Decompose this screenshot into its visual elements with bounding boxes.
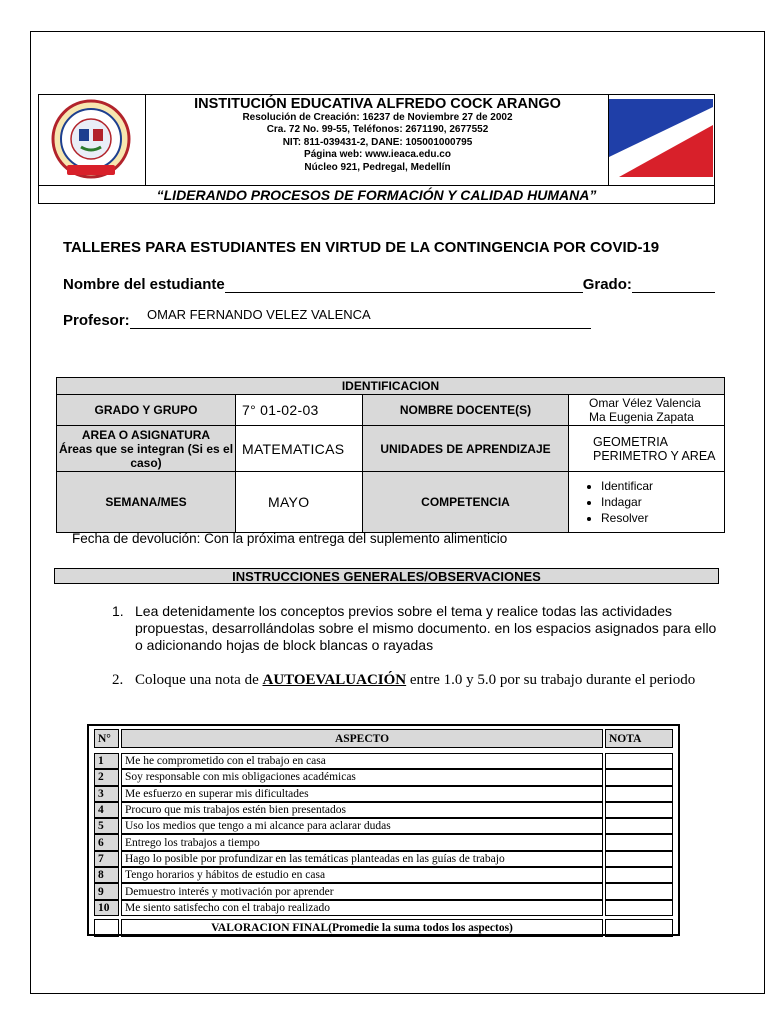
row-aspect: Uso los medios que tengo a mi alcance para aclarar dudas (121, 818, 603, 834)
col-aspect-header: ASPECTO (121, 729, 603, 748)
table-row (94, 769, 673, 785)
instruction-text: Lea detenidamente los conceptos previos sobre el tema y realice todas las actividades propuestas, desarrollándolas sobre el mismo documento. en los espacios asignados para ello o adicionando hojas de block blancas o rayadas (135, 603, 717, 653)
row-aspect: Hago lo posible por profundizar en las temáticas planteadas en las guías de trabajo (121, 851, 603, 867)
competencias-cell (569, 472, 725, 533)
instruction-number: 2. (112, 672, 124, 688)
nota-field[interactable] (605, 769, 673, 785)
instructions-header: INSTRUCCIONES GENERALES/OBSERVACIONES (54, 568, 719, 584)
row-number: 1 (94, 753, 119, 769)
row-number: 7 (94, 851, 119, 867)
table-row (94, 851, 673, 867)
row-aspect: Soy responsable con mis obligaciones académicas (121, 769, 603, 785)
docentes-cell (569, 395, 725, 426)
identification-header: IDENTIFICACION (57, 378, 725, 395)
table-row (94, 867, 673, 883)
docente-label: NOMBRE DOCENTE(S) (363, 395, 569, 426)
row-aspect: Entrego los trabajos a tiempo (121, 834, 603, 850)
docente-name: Ma Eugenia Zapata (589, 410, 694, 424)
col-nota-header: NOTA (605, 729, 673, 748)
nota-field[interactable] (605, 753, 673, 769)
grado-label: GRADO Y GRUPO (57, 395, 236, 426)
table-row (94, 786, 673, 802)
row-aspect: Tengo horarios y hábitos de estudio en casa (121, 867, 603, 883)
nota-field[interactable] (605, 883, 673, 899)
resolution-line: Resolución de Creación: 16237 de Noviembre 27 de 2002 (242, 112, 513, 123)
row-number: 8 (94, 867, 119, 883)
document-title: TALLERES PARA ESTUDIANTES EN VIRTUD DE LA CONTINGENCIA POR COVID-19 (63, 239, 660, 256)
area-sublabel: Áreas que se integran (Si es el caso) (58, 441, 234, 470)
semana-value: MAYO (236, 472, 363, 533)
return-date-note: Fecha de devolución: Con la próxima entrega del suplemento alimenticio (72, 531, 508, 546)
teacher-label: Profesor: (63, 312, 130, 329)
institution-name: INSTITUCIÓN EDUCATIVA ALFREDO COCK ARANGO (194, 96, 561, 112)
row-aspect: Procuro que mis trabajos estén bien presentados (121, 802, 603, 818)
table-row (94, 883, 673, 899)
docente-name: Omar Vélez Valencia (589, 396, 701, 410)
semana-label: SEMANA/MES (57, 472, 236, 533)
row-number: 6 (94, 834, 119, 850)
institution-info (146, 95, 609, 185)
institution-motto: “LIDERANDO PROCESOS DE FORMACIÓN Y CALIDAD HUMANA” (39, 185, 714, 204)
identification-table (56, 377, 725, 533)
instruction-text-post: entre 1.0 y 5.0 por su trabajo durante el periodo (406, 672, 696, 688)
competencia-item: • Resolver (601, 510, 723, 526)
unidades-value: PERIMETRO Y AREA (593, 448, 716, 463)
col-number-header: N° (94, 729, 119, 748)
website-line: Página web: www.ieaca.edu.co (304, 149, 451, 161)
logo-cell (39, 95, 146, 185)
row-aspect: Me he comprometido con el trabajo en casa (121, 753, 603, 769)
teacher-name: OMAR FERNANDO VELEZ VALENCA (147, 307, 371, 322)
nota-field[interactable] (605, 818, 673, 834)
nota-field[interactable] (605, 802, 673, 818)
instruction-number: 1. (112, 603, 124, 619)
final-nota-field[interactable] (605, 919, 673, 937)
nota-field[interactable] (605, 786, 673, 802)
competencias-list (579, 478, 723, 526)
grado-value: 7° 01-02-03 (236, 395, 363, 426)
nota-field[interactable] (605, 900, 673, 916)
row-aspect: Demuestro interés y motivación por aprender (121, 883, 603, 899)
grade-field[interactable] (632, 277, 715, 293)
self-evaluation-table (87, 724, 680, 936)
final-label: VALORACION FINAL(Promedie la suma todos los aspectos) (121, 919, 603, 937)
grade-label: Grado: (582, 276, 632, 293)
table-row (94, 802, 673, 818)
school-seal-icon (39, 95, 144, 183)
final-number-cell (94, 919, 119, 937)
row-aspect: Me esfuerzo en superar mis dificultades (121, 786, 603, 802)
unidades-cell (569, 426, 725, 472)
row-number: 9 (94, 883, 119, 899)
row-number: 4 (94, 802, 119, 818)
area-label: AREA O ASIGNATURA (81, 427, 211, 442)
nota-field[interactable] (605, 851, 673, 867)
evaluation-grid (92, 729, 675, 937)
unidades-label: UNIDADES DE APRENDIZAJE (363, 426, 569, 472)
row-aspect: Me siento satisfecho con el trabajo realizado (121, 900, 603, 916)
nucleo-line: Núcleo 921, Pedregal, Medellín (304, 161, 451, 173)
autoevaluacion-keyword: AUTOEVALUACIÓN (262, 672, 407, 688)
table-row (94, 753, 673, 769)
area-label-cell (57, 426, 236, 472)
table-row (94, 834, 673, 850)
nit-line: NIT: 811-039431-2, DANE: 105001000795 (282, 136, 473, 148)
address-line: Cra. 72 No. 99-55, Teléfonos: 2671190, 2677552 (266, 124, 489, 136)
instruction-text (135, 672, 695, 689)
row-number: 2 (94, 769, 119, 785)
area-value: MATEMATICAS (236, 426, 363, 472)
institution-header (38, 94, 715, 204)
row-number: 3 (94, 786, 119, 802)
row-number: 5 (94, 818, 119, 834)
institution-flag-icon (609, 95, 713, 183)
table-row (94, 900, 673, 916)
final-row (94, 919, 673, 937)
nota-field[interactable] (605, 867, 673, 883)
row-number: 10 (94, 900, 119, 916)
student-name-field[interactable] (225, 277, 583, 293)
nota-field[interactable] (605, 834, 673, 850)
student-label: Nombre del estudiante (63, 276, 225, 293)
competencia-item: • Identificar (601, 478, 723, 494)
instruction-text-pre: Coloque una nota de (135, 672, 263, 688)
competencia-item: • Indagar (601, 494, 723, 510)
student-row (63, 276, 715, 293)
competencia-label: COMPETENCIA (363, 472, 569, 533)
flag-cell (608, 95, 714, 185)
table-row (94, 818, 673, 834)
unidades-value: GEOMETRIA (593, 434, 669, 449)
